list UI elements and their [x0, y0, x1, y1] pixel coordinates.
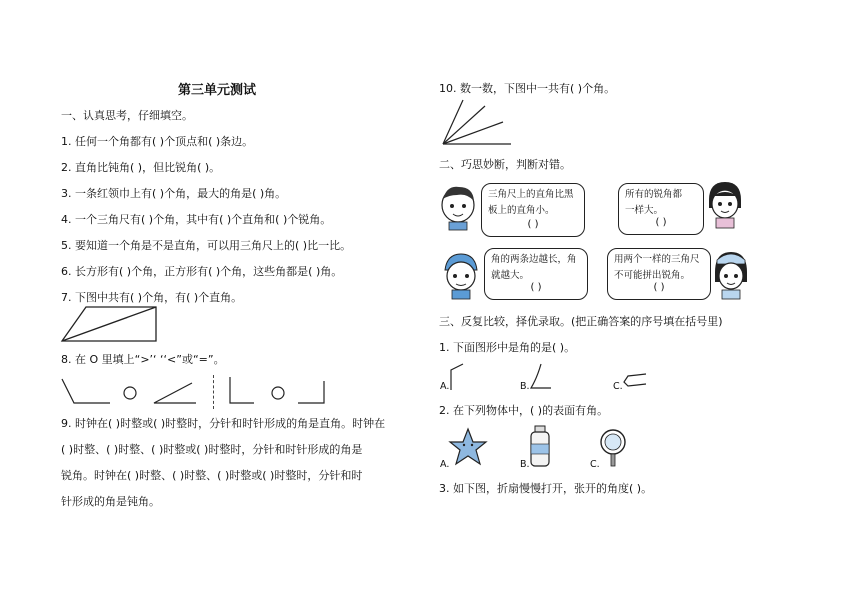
c1-option-b-figure: [529, 362, 553, 392]
q7-trapezoid-figure: [60, 305, 160, 345]
c2-option-a-label[interactable]: A.: [440, 459, 450, 470]
bubble-2-line-1: 所有的锐角都: [625, 189, 683, 200]
bubble-2-line-2: 一样大。: [625, 205, 664, 216]
c1-option-b-label[interactable]: B.: [520, 381, 530, 392]
bubble-1-line-1: 三角尺上的直角比黑: [488, 189, 574, 200]
c1-option-a-figure: [449, 362, 465, 392]
bubble-1-line-2: 板上的直角小。: [488, 205, 555, 216]
judge-bubble-1: [481, 183, 585, 237]
judge-bubble-3: [484, 248, 588, 300]
c2-option-b-label[interactable]: B.: [520, 459, 530, 470]
bubble-3-line-2: 就越大。: [491, 270, 530, 281]
question-2: 2. 直角比钝角( )，但比锐角( )。: [61, 161, 221, 174]
question-6: 6. 长方形有( )个角，正方形有( )个角，这些角都是( )角。: [61, 265, 343, 278]
c1-option-c-figure: [622, 370, 648, 390]
magnifier-icon: [598, 428, 628, 468]
choice-question-1: 1. 下面图形中是角的是( )。: [439, 341, 576, 354]
question-9-line-3: 锐角。时钟在( )时整、( )时整、( )时整或( )时整时，分针和时: [61, 469, 363, 482]
starfish-icon: [448, 427, 488, 467]
answer-paren-3[interactable]: ( ): [530, 282, 542, 293]
bubble-4-line-1: 用两个一样的三角尺: [614, 254, 700, 265]
q8-angles-group-1: [60, 375, 210, 407]
judge-bubble-4: [607, 248, 711, 300]
question-3: 3. 一条红领巾上有( )个角，最大的角是( )角。: [61, 187, 287, 200]
answer-paren-1[interactable]: ( ): [527, 219, 539, 230]
bubble-4-line-2: 不可能拼出锐角。: [614, 270, 691, 281]
boy-avatar-2-icon: [441, 250, 481, 300]
choice-question-2: 2. 在下列物体中，( )的表面有角。: [439, 404, 609, 417]
q8-angles-group-2: [228, 375, 328, 407]
girl-avatar-2-icon: [711, 248, 751, 300]
question-9-line-1: 9. 时钟在( )时整或( )时整时，分针和时针形成的角是直角。时钟在: [61, 417, 386, 430]
question-9-line-2: ( )时整、( )时整、( )时整或( )时整时，分针和时针形成的角是: [61, 443, 363, 456]
bubble-3-line-1: 角的两条边越长，角: [491, 254, 577, 265]
answer-paren-2[interactable]: ( ): [655, 217, 667, 228]
c1-option-c-label[interactable]: C.: [613, 381, 623, 392]
bottle-icon: [528, 424, 552, 468]
section-3-heading: 三、反复比较，择优录取。(把正确答案的序号填在括号里): [439, 315, 723, 328]
question-8: 8. 在 O 里填上“>’‘ ‘‘<”或“=”。: [61, 353, 225, 366]
question-9-line-4: 针形成的角是钝角。: [61, 495, 160, 508]
choice-question-3: 3. 如下图，折扇慢慢打开，张开的角度( )。: [439, 482, 653, 495]
section-1-heading: 一、认真思考，仔细填空。: [61, 109, 193, 122]
question-5: 5. 要知道一个角是不是直角，可以用三角尺上的( )比一比。: [61, 239, 352, 252]
judge-bubble-2: [618, 183, 704, 235]
c2-option-c-label[interactable]: C.: [590, 459, 600, 470]
answer-paren-4[interactable]: ( ): [653, 282, 665, 293]
section-2-heading: 二、巧思妙断，判断对错。: [439, 158, 571, 171]
q10-rays-figure: [441, 98, 513, 148]
question-1: 1. 任何一个角都有( )个顶点和( )条边。: [61, 135, 254, 148]
page-title: 第三单元测试: [178, 83, 257, 98]
girl-avatar-1-icon: [705, 178, 745, 230]
q8-dashed-divider: [213, 375, 214, 409]
c1-option-a-label[interactable]: A.: [440, 381, 450, 392]
question-4: 4. 一个三角尺有( )个角，其中有( )个直角和( )个锐角。: [61, 213, 332, 226]
boy-avatar-1-icon: [437, 181, 479, 231]
question-10: 10. 数一数，下图中一共有( )个角。: [439, 82, 616, 95]
question-7: 7. 下图中共有( )个角，有( )个直角。: [61, 291, 243, 304]
